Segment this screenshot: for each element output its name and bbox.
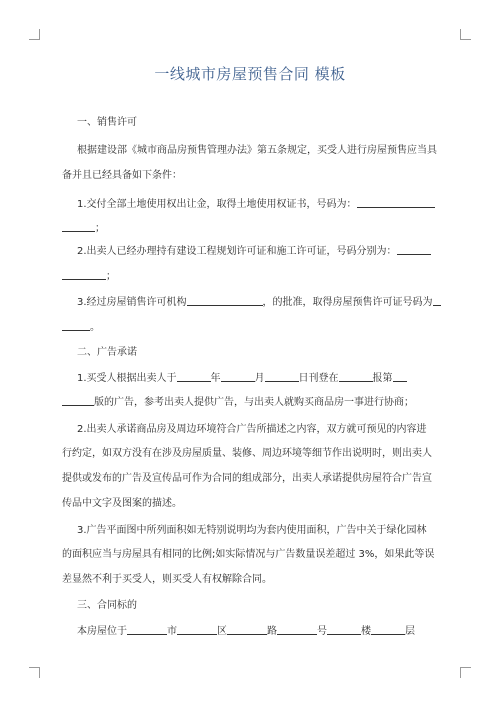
property-location-line	[77, 622, 442, 637]
blank-field[interactable]	[177, 371, 211, 382]
blank-field[interactable]	[277, 624, 317, 635]
blank-field[interactable]	[265, 371, 299, 382]
clause-text: ；	[95, 223, 105, 234]
clause-text: 区	[217, 626, 227, 637]
document-title: 一线城市房屋预售合同 模板	[154, 65, 346, 83]
paragraph-line: 3.广告平面图中所列面积如无特别说明均为套内使用面积，广告中关于绿化园林	[77, 525, 427, 536]
crop-mark-top-left	[29, 29, 40, 40]
paragraph-line: 根据建设部《城市商品房预售管理办法》第五条规定，买受人进行房屋预售应当具	[77, 145, 437, 156]
paragraph-line: 行约定，如双方没有在涉及房屋质量、装修、周边环境等细节作出说明时，则出卖人	[62, 448, 432, 459]
clause-text: 3.经过房屋销售许可机构	[77, 297, 187, 308]
clause-text: 市	[167, 626, 177, 637]
blank-field[interactable]	[339, 371, 373, 382]
paragraph-line: 差显然不利于买受人，则买受人有权解除合同。	[62, 574, 272, 585]
crop-mark-top-right	[460, 29, 471, 40]
blank-field[interactable]	[127, 624, 167, 635]
clause-text: 层	[405, 626, 415, 637]
section-heading-ad-promise: 二、广告承诺	[77, 347, 137, 358]
blank-field[interactable]	[433, 295, 441, 306]
clause-text: 本房屋位于	[77, 626, 127, 637]
clause-2-line	[77, 242, 442, 257]
paragraph-line: 提供或发布的广告及宣传品可作为合同的组成部分，出卖人承诺提供房屋符合广告宣	[62, 473, 432, 484]
ad-clause-1-line	[77, 369, 442, 384]
blank-field[interactable]	[397, 244, 431, 255]
blank-field[interactable]	[62, 269, 106, 280]
clause-text: 路	[267, 626, 277, 637]
clause-text: 。	[90, 322, 100, 333]
clause-text: 月	[254, 373, 265, 384]
blank-field[interactable]	[357, 197, 435, 208]
clause-text: 日刊登在	[298, 373, 339, 384]
paragraph-line: 传品中文字及图案的描述。	[62, 498, 182, 509]
crop-mark-bottom-left	[29, 667, 40, 678]
crop-mark-bottom-right	[460, 667, 471, 678]
section-heading-sales-permit: 一、销售许可	[77, 117, 137, 128]
clause-3-line	[77, 293, 442, 308]
paragraph-line: 的面积应当与房屋具有相同的比例;如实际情况与广告数量误差超过 3%，如果此等误	[62, 549, 435, 560]
clause-text: ，的批准，取得房屋预售许可证号码为	[262, 297, 433, 308]
blank-field[interactable]	[187, 295, 263, 306]
blank-field[interactable]	[177, 624, 217, 635]
clause-text: 报第	[372, 373, 393, 384]
paragraph-line: 备并且已经具备如下条件：	[62, 170, 182, 181]
clause-text: ；	[106, 271, 116, 282]
clause-2-continuation	[62, 267, 442, 282]
clause-1-continuation	[62, 219, 442, 234]
clause-text: 2.出卖人已经办理持有建设工程规划许可证和施工许可证，号码分别为：	[77, 246, 397, 257]
ad-clause-1-continuation	[62, 393, 442, 408]
paragraph-line: 2.出卖人承诺商品房及周边环境符合广告所描述之内容，双方就可预见的内容进	[77, 424, 427, 435]
clause-3-continuation	[62, 318, 442, 333]
clause-text: 楼	[361, 626, 371, 637]
blank-field[interactable]	[393, 371, 407, 382]
blank-field[interactable]	[327, 624, 361, 635]
blank-field[interactable]	[62, 221, 95, 232]
blank-field[interactable]	[227, 624, 267, 635]
blank-field[interactable]	[62, 320, 90, 331]
blank-field[interactable]	[62, 395, 94, 406]
clause-text: 版的广告，参考出卖人提供广告，与出卖人就购买商品房一事进行协商；	[94, 397, 414, 408]
section-heading-contract-subject: 三、合同标的	[77, 600, 137, 611]
blank-field[interactable]	[371, 624, 405, 635]
clause-text: 号	[317, 626, 327, 637]
clause-text: 1.买受人根据出卖人于	[77, 373, 177, 384]
clause-text: 年	[210, 373, 221, 384]
blank-field[interactable]	[221, 371, 255, 382]
clause-1-line	[77, 195, 442, 210]
clause-text: 1.交付全部土地使用权出让金，取得土地使用权证书，号码为：	[77, 199, 357, 210]
